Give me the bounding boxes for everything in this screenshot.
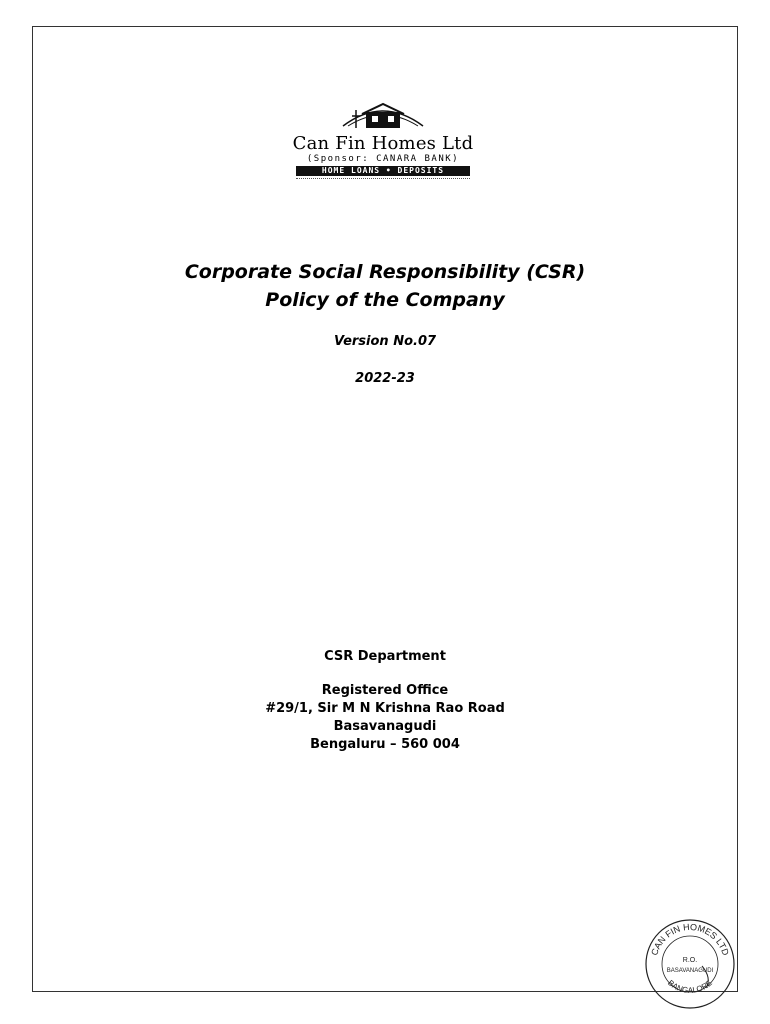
document-title xyxy=(60,258,710,314)
department-name: CSR Department xyxy=(324,649,446,664)
svg-text:CAN FIN HOMES LTD: CAN FIN HOMES LTD xyxy=(649,921,731,957)
logo-emblem-icon xyxy=(288,96,478,136)
company-seal xyxy=(642,916,738,1012)
logo-divider xyxy=(296,178,470,179)
logo-sponsor-line: (Sponsor: CANARA BANK) xyxy=(306,154,460,164)
svg-text:R.O.: R.O. xyxy=(682,957,698,964)
logo-company-name: Can Fin Homes Ltd xyxy=(292,133,474,154)
policy-year: 2022-23 xyxy=(355,371,415,386)
registered-office-block xyxy=(60,648,710,754)
title-line-1: Corporate Social Responsibility (CSR) xyxy=(184,261,586,283)
svg-text:BASAVANAGUDI: BASAVANAGUDI xyxy=(666,968,714,974)
office-label: Registered Office xyxy=(321,683,449,698)
svg-text:BANGALORE: BANGALORE xyxy=(666,978,714,995)
address-line-1: #29/1, Sir M N Krishna Rao Road xyxy=(265,701,505,716)
logo-band: HOME LOANS • DEPOSITS xyxy=(296,166,470,176)
address-line-3: Bengaluru – 560 004 xyxy=(310,737,460,752)
address-line-2: Basavanagudi xyxy=(333,719,437,734)
company-logo xyxy=(288,96,478,192)
version-number: Version No.07 xyxy=(333,334,437,349)
title-line-2: Policy of the Company xyxy=(265,289,505,311)
